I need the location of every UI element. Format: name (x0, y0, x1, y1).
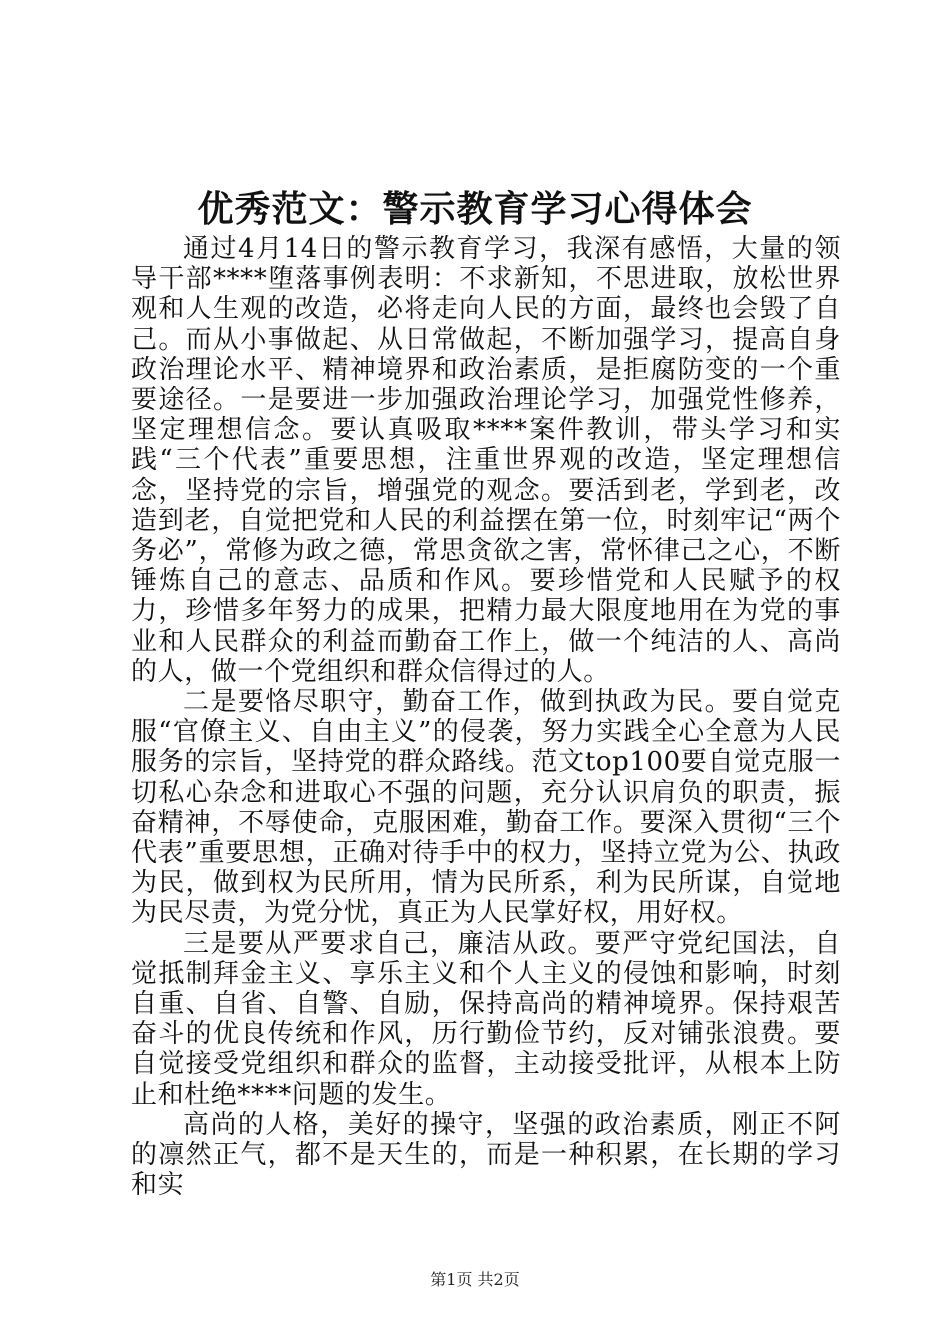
document-title: 优秀范文：警示教育学习心得体会 (197, 188, 753, 230)
paragraph-2: 二是要恪尽职守，勤奋工作，做到执政为民。要自觉克服“官僚主义、自由主义”的侵袭，努力实践全心全意为人民服务的宗旨，坚持党的群众路线。范文top100要自觉克服一切私心杂念和进取心不强的问题，充分认识肩负的职责，振奋精神，不辱使命，克服困难，勤奋工作。要深入贯彻“三个代表”重要思想，正确对待手中的权力，坚持立党为公、执政为民，做到权为民所用，情为民所系，利为民所谋，自觉地为民尽责，为党分忧，真正为人民掌好权，用好权。 (131, 687, 841, 929)
document-body (131, 234, 841, 1201)
page-number-footer: 第1页 共2页 (430, 1270, 520, 1289)
paragraph-3: 三是要从严要求自己，廉洁从政。要严守党纪国法，自觉抵制拜金主义、享乐主义和个人主义的侵蚀和影响，时刻自重、自省、自警、自励，保持高尚的精神境界。保持艰苦奋斗的优良传统和作风，历行勤俭节约，反对铺张浪费。要自觉接受党组织和群众的监督，主动接受批评，从根本上防止和杜绝****问题的发生。 (131, 928, 841, 1110)
paragraph-1: 通过4月14日的警示教育学习，我深有感悟，大量的领导干部****堕落事例表明：不求新知，不思进取，放松世界观和人生观的改造，必将走向人民的方面，最终也会毁了自己。而从小事做起、从日常做起，不断加强学习，提高自身政治理论水平、精神境界和政治素质，是拒腐防变的一个重要途径。一是要进一步加强政治理论学习，加强党性修养，坚定理想信念。要认真吸取****案件教训，带头学习和实践“三个代表”重要思想，注重世界观的改造，坚定理想信念，坚持党的宗旨，增强党的观念。要活到老，学到老，改造到老，自觉把党和人民的利益摆在第一位，时刻牢记“两个务必”，常修为政之德，常思贪欲之害，常怀律己之心，不断锤炼自己的意志、品质和作风。要珍惜党和人民赋予的权力，珍惜多年努力的成果，把精力最大限度地用在为党的事业和人民群众的利益而勤奋工作上，做一个纯洁的人、高尚的人，做一个党组织和群众信得过的人。 (131, 234, 841, 687)
paragraph-4: 高尚的人格，美好的操守，坚强的政治素质，刚正不阿的凛然正气，都不是天生的，而是一种积累，在长期的学习和实 (131, 1109, 841, 1201)
